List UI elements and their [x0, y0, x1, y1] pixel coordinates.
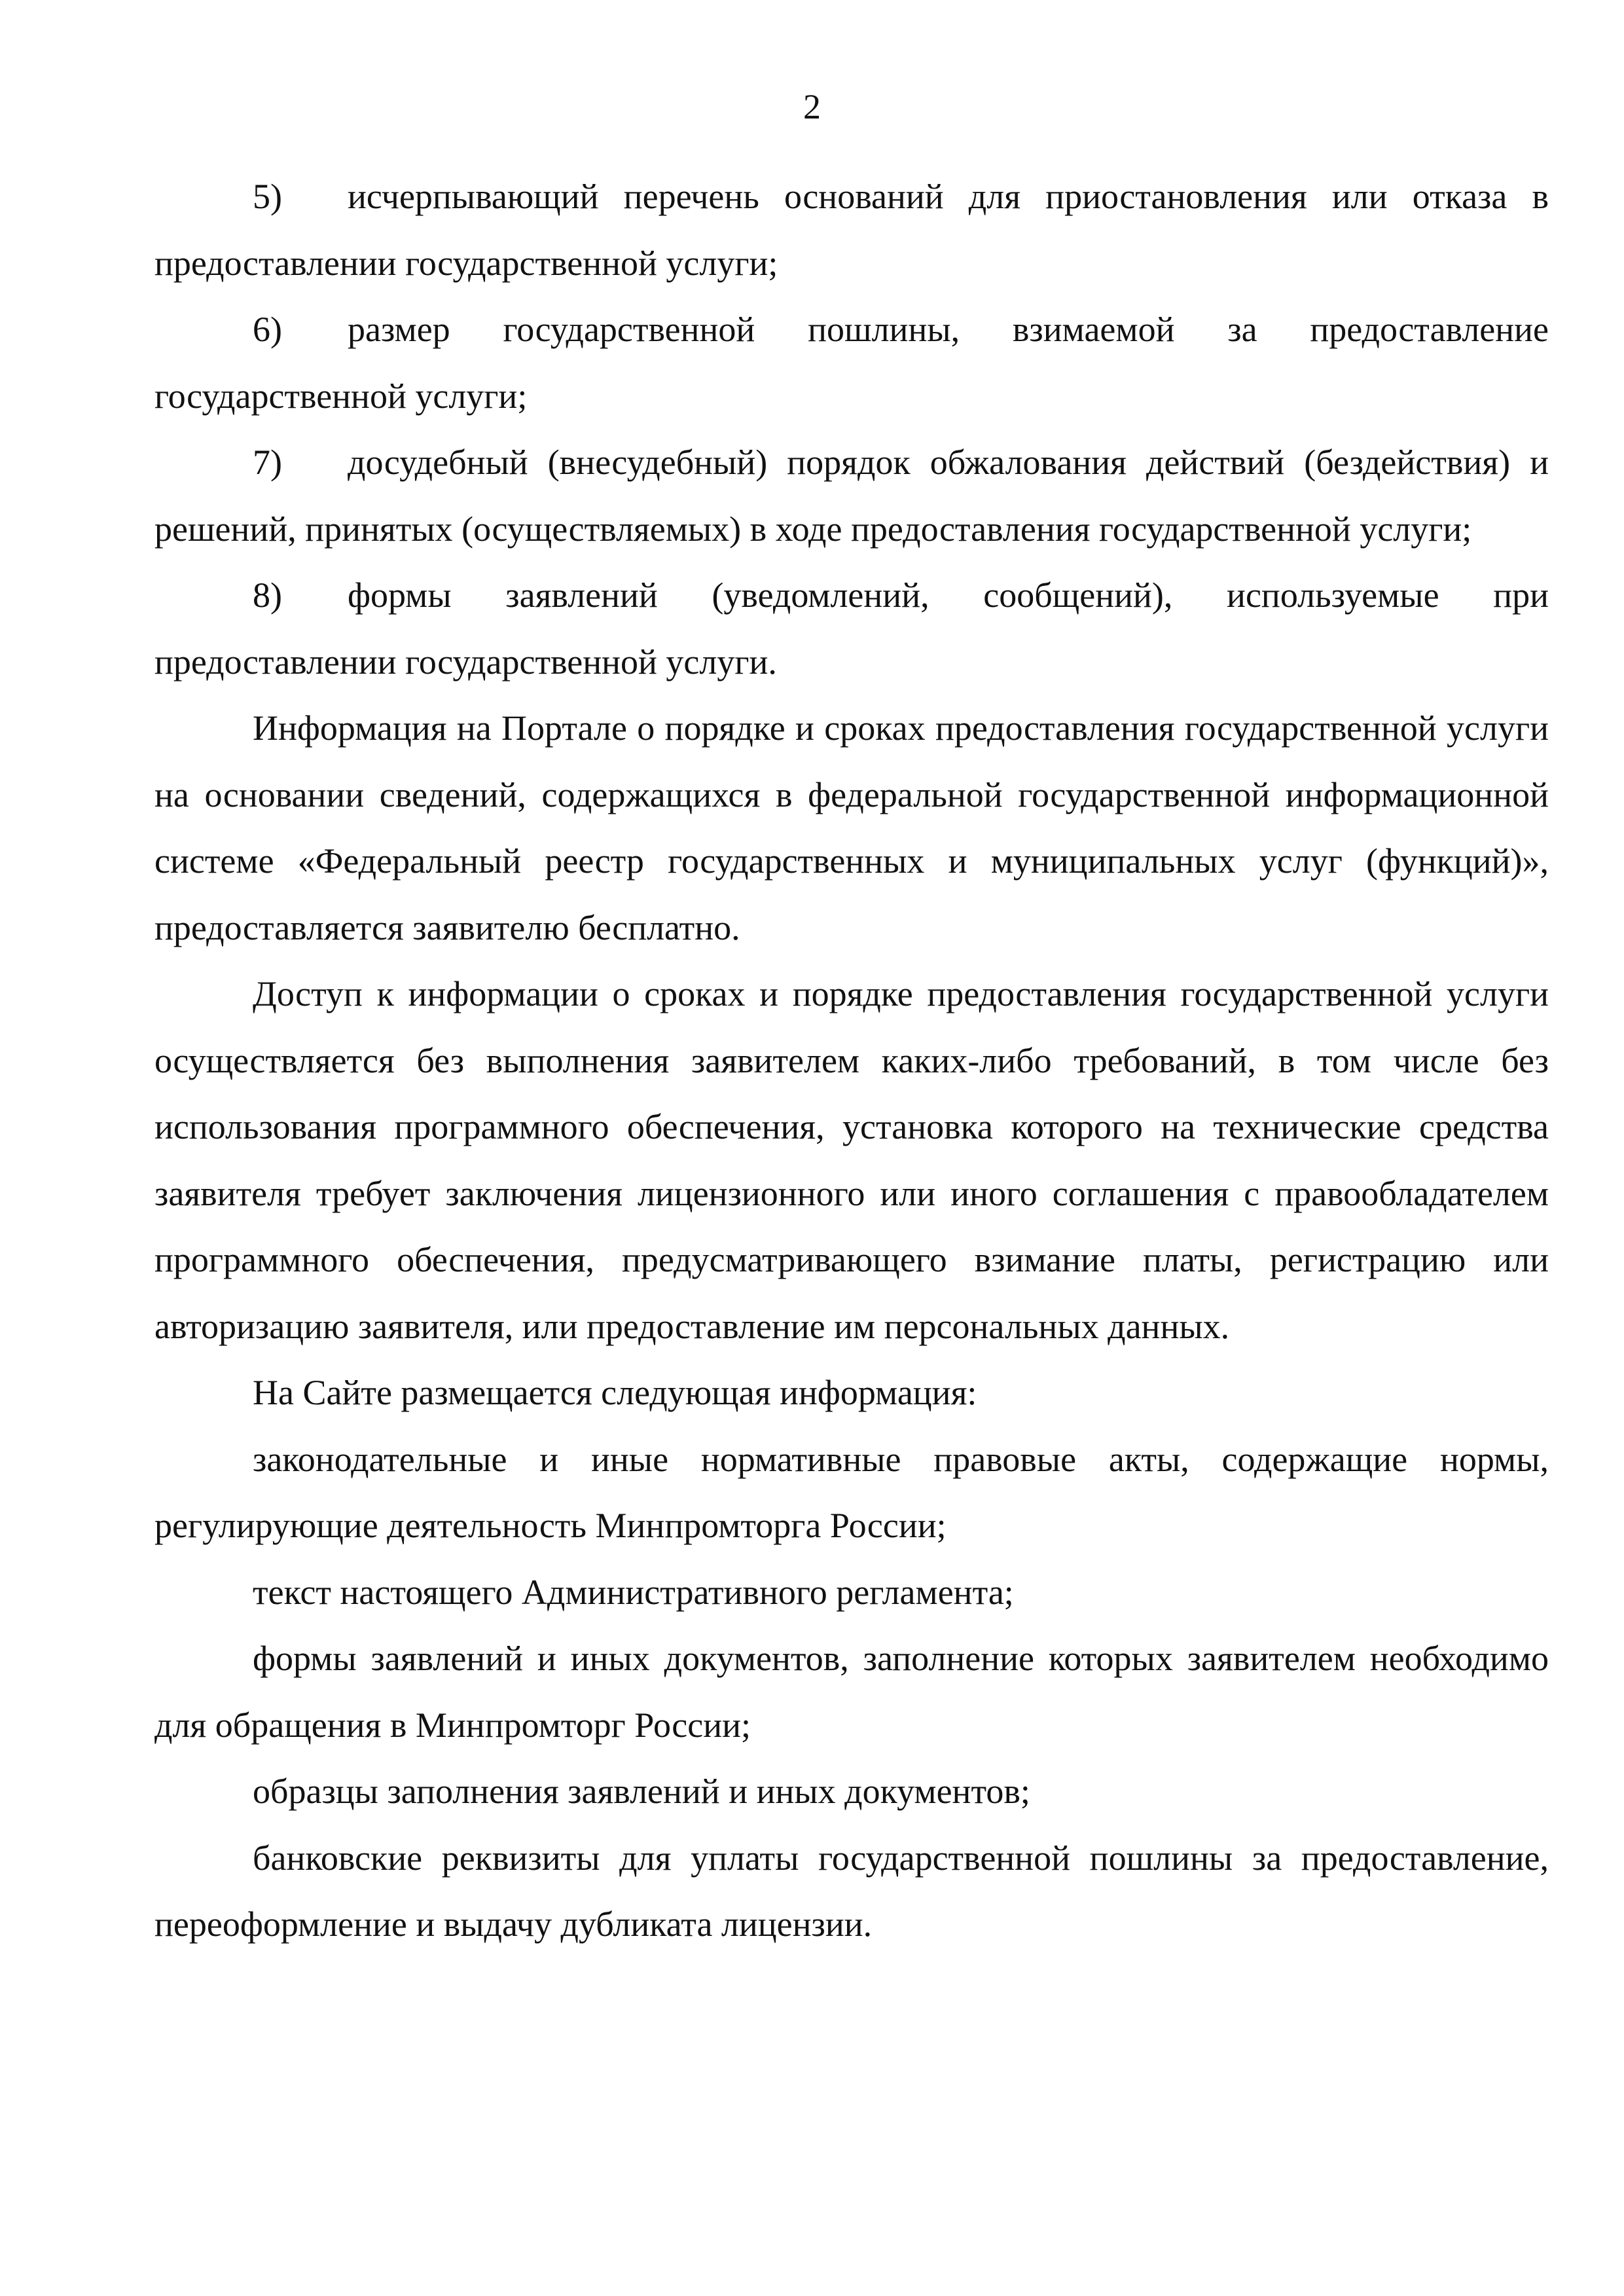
list-item-text: размер государственной пошлины, взимаемой за предоставление государственной услуги;	[154, 310, 1549, 416]
paragraph-samples: образцы заполнения заявлений и иных документов;	[253, 1772, 1030, 1811]
list-item-number: 5)	[253, 177, 282, 216]
list-item-number: 7)	[253, 443, 282, 482]
list-item-number: 8)	[253, 575, 282, 615]
list-item-5	[154, 164, 1549, 297]
list-item-number: 6)	[253, 310, 282, 349]
document-body	[154, 164, 1549, 1958]
list-item-text: досудебный (внесудебный) порядок обжалования действий (бездействия) и решений, принятых (осуществляемых) в ходе предоставления государственной услуги;	[154, 443, 1549, 549]
page-number: 2	[803, 87, 821, 126]
list-item-8	[154, 562, 1549, 695]
list-item-text: исчерпывающий перечень оснований для приостановления или отказа в предоставлении государственной услуги;	[154, 177, 1549, 283]
list-item-7	[154, 429, 1549, 562]
paragraph-legal-acts: законодательные и иные нормативные правовые акты, содержащие нормы, регулирующие деятельность Минпромторга России;	[154, 1439, 1549, 1545]
paragraph-bank-details: банковские реквизиты для уплаты государственной пошлины за предоставление, переоформление и выдачу дубликата лицензии.	[154, 1838, 1549, 1944]
list-item-6	[154, 297, 1549, 429]
paragraph-access-info: Доступ к информации о сроках и порядке предоставления государственной услуги осуществляется без выполнения заявителем каких-либо требований, в том числе без использования программного обеспечения, установка которого на технические средства заявителя требует заключения лицензионного или иного соглашения с правообладателем программного обеспечения, предусматривающего взимание платы, регистрацию или авторизацию заявителя, или предоставление им персональных данных.	[154, 974, 1549, 1346]
paragraph-forms: формы заявлений и иных документов, заполнение которых заявителем необходимо для обращения в Минпромторг России;	[154, 1639, 1549, 1745]
paragraph-regulation-text: текст настоящего Административного регламента;	[253, 1572, 1014, 1612]
paragraph-portal-info: Информация на Портале о порядке и сроках предоставления государственной услуги на основании сведений, содержащихся в федеральной государственной информационной системе «Федеральный реестр государственных и муниципальных услуг (функций)», предоставляется заявителю бесплатно.	[154, 708, 1549, 947]
paragraph-site-intro: На Сайте размещается следующая информация:	[253, 1373, 977, 1412]
list-item-text: формы заявлений (уведомлений, сообщений), используемые при предоставлении государственной услуги.	[154, 575, 1549, 682]
